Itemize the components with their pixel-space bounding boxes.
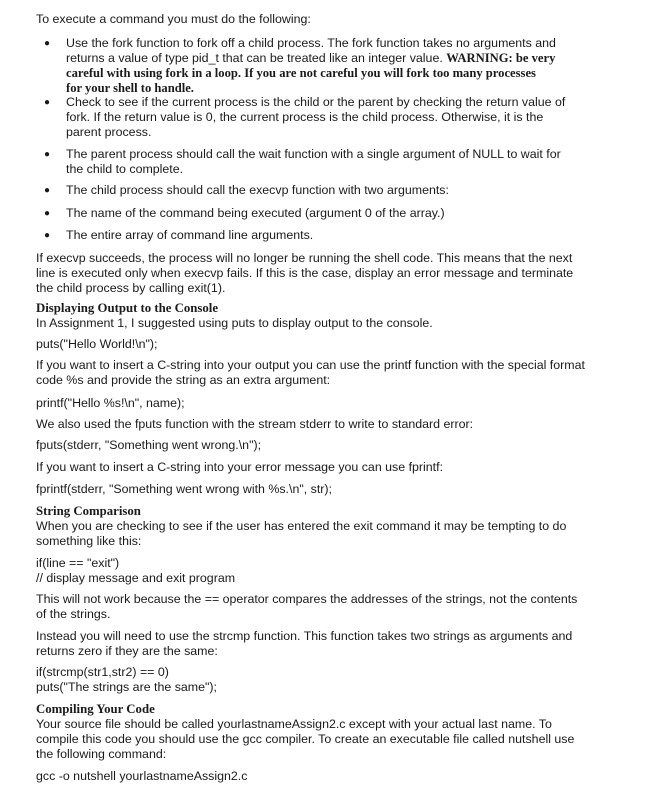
bullet-dot: ● — [44, 208, 51, 219]
execvp-para-line3: the child process by calling exit(1). — [36, 281, 226, 295]
bullet-dot: ● — [44, 38, 51, 49]
code-puts-same: puts("The strings are the same"); — [36, 680, 217, 694]
output-para1: In Assignment 1, I suggested using puts to display output to the console. — [36, 316, 433, 330]
heading-displaying-output: Displaying Output to the Console — [36, 301, 219, 315]
execvp-para-line2: line is executed only when execvp fails. If this is the case, display an error message and terminate — [36, 266, 574, 280]
warning-text: WARNING: be very — [446, 51, 556, 65]
output-para4: If you want to insert a C-string into your error message you can use fprintf: — [36, 460, 444, 474]
bullet-fork-line2: returns a value of type pid_t that can be treated like an integer value. WARNING: be very — [66, 51, 556, 65]
bullet-check-line3: parent process. — [66, 125, 152, 139]
compare-para1-line2: something like this: — [36, 534, 142, 548]
output-para2-line2: code %s and provide the string as an extra argument: — [36, 373, 331, 387]
code-gcc: gcc -o nutshell yourlastnameAssign2.c — [36, 769, 248, 783]
bullet-fork-line3: careful with using fork in a loop. If you are not careful you will fork too many processes — [66, 66, 536, 80]
compile-para-line2: compile this code you should use the gcc compiler. To create an executable file called nutshell use — [36, 732, 575, 746]
compile-para-line3: the following command: — [36, 747, 167, 761]
execvp-para-line1: If execvp succeeds, the process will no longer be running the shell code. This means that the next — [36, 251, 573, 265]
output-para3: We also used the fputs function with the stream stderr to write to standard error: — [36, 417, 474, 431]
bullet-dot: ● — [44, 230, 51, 241]
code-comment: // display message and exit program — [36, 571, 236, 585]
bullet-command-name: The name of the command being executed (argument 0 of the array.) — [66, 206, 445, 220]
heading-string-comparison: String Comparison — [36, 504, 141, 518]
bullet-entire-array: The entire array of command line arguments. — [66, 228, 314, 242]
compare-para2-line1: This will not work because the == operator compares the addresses of the strings, not the contents — [36, 592, 578, 606]
code-fprintf: fprintf(stderr, "Something went wrong with %s.\n", str); — [36, 482, 332, 496]
compare-para2-line2: of the strings. — [36, 607, 111, 621]
compare-para1-line1: When you are checking to see if the user has entered the exit command it may be tempting to do — [36, 519, 567, 533]
code-puts: puts("Hello World!\n"); — [36, 337, 158, 351]
bullet-fork-line1: Use the fork function to fork off a child process. The fork function takes no arguments and — [66, 36, 556, 50]
bullet-parent-line2: the child to complete. — [66, 162, 184, 176]
bullet-fork-line4: for your shell to handle. — [66, 81, 194, 95]
bullet-child: The child process should call the execvp function with two arguments: — [66, 183, 449, 197]
code-if-line: if(line == "exit") — [36, 556, 120, 570]
compare-para3-line2: returns zero if they are the same: — [36, 644, 218, 658]
bullet-check-line2: fork. If the return value is 0, the current process is the child process. Otherwise, it is the — [66, 110, 544, 124]
intro-text: To execute a command you must do the following: — [36, 12, 311, 26]
compile-para-line1: Your source file should be called yourlastnameAssign2.c except with your actual last name. To — [36, 717, 552, 731]
code-printf: printf("Hello %s!\n", name); — [36, 396, 185, 410]
code-fputs: fputs(stderr, "Something went wrong.\n"); — [36, 438, 262, 452]
bullet-check-line1: Check to see if the current process is the child or the parent by checking the return value of — [66, 95, 566, 109]
output-para2-line1: If you want to insert a C-string into your output you can use the printf function with the special format — [36, 358, 585, 372]
code-strcmp: if(strcmp(str1,str2) == 0) — [36, 665, 169, 679]
bullet-dot: ● — [44, 97, 51, 108]
heading-compiling: Compiling Your Code — [36, 702, 155, 716]
bullet-parent-line1: The parent process should call the wait function with a single argument of NULL to wait for — [66, 147, 561, 161]
bullet-dot: ● — [44, 185, 51, 196]
bullet-dot: ● — [44, 149, 51, 160]
compare-para3-line1: Instead you will need to use the strcmp function. This function takes two strings as arguments and — [36, 629, 573, 643]
